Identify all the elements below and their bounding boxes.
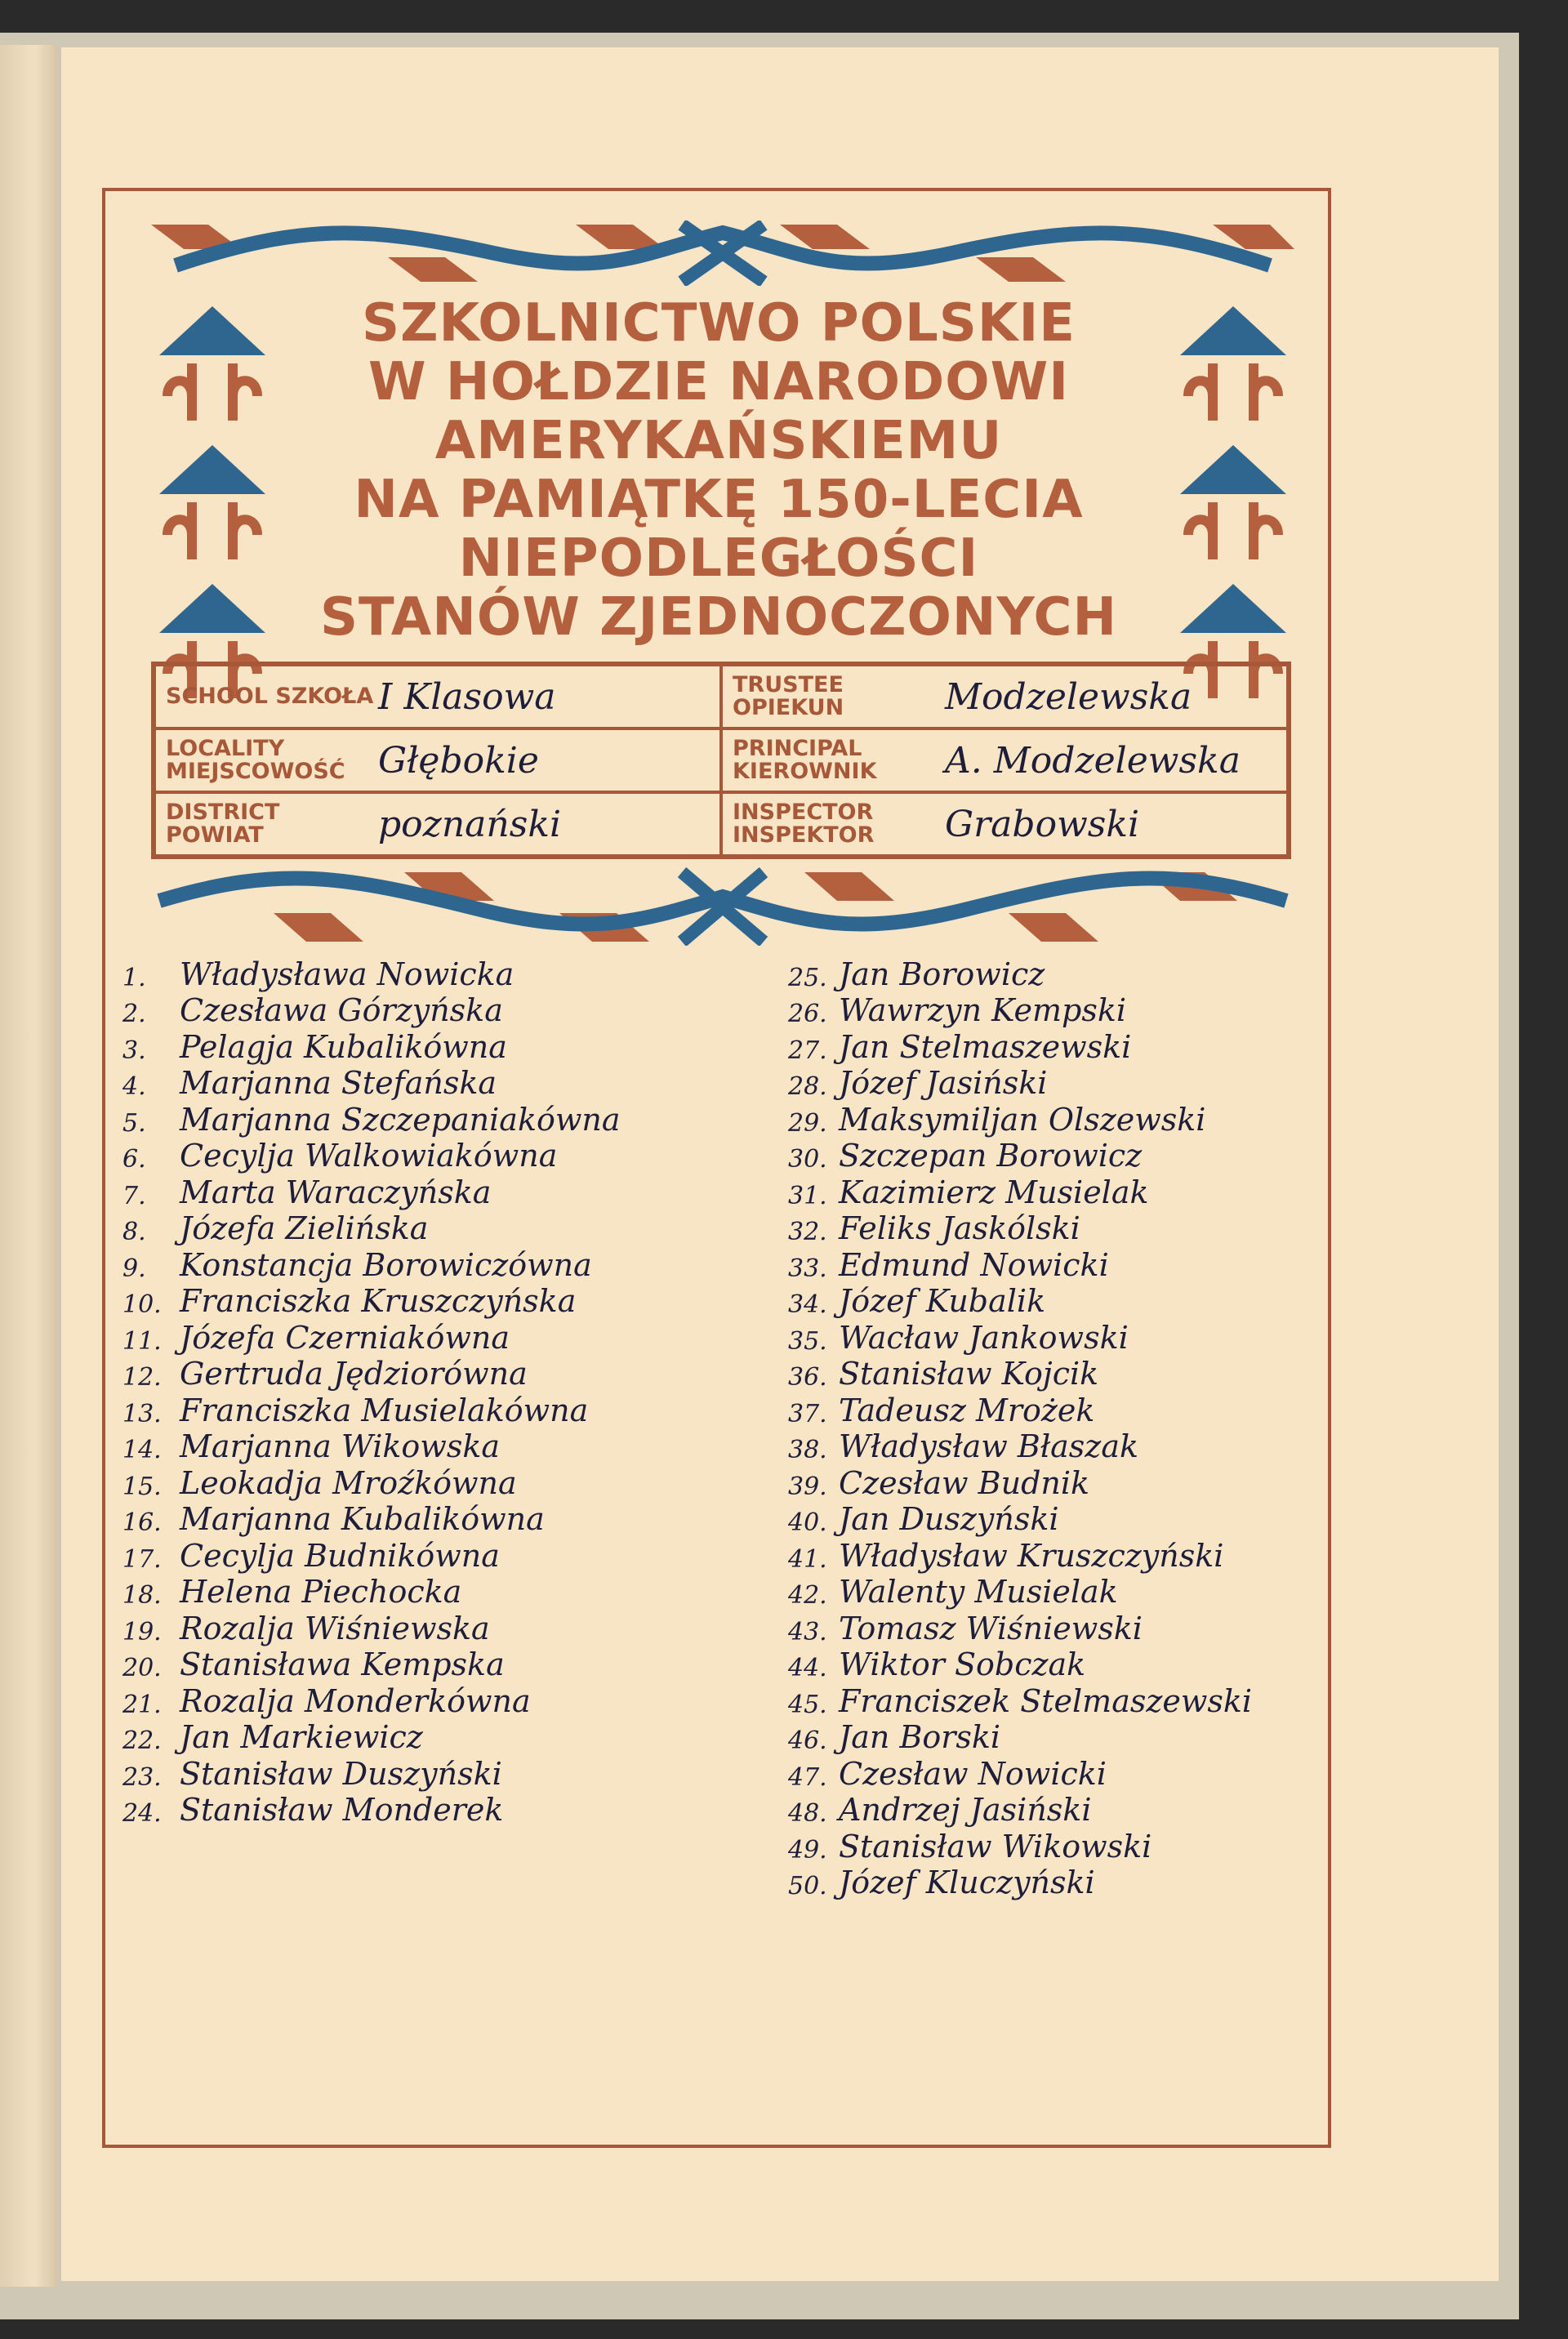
principal-cell — [721, 728, 1288, 792]
pupil-name: Marjanna Wikowska — [180, 1428, 501, 1464]
list-item — [788, 1028, 1360, 1065]
list-number: 4. — [122, 1072, 146, 1101]
list-item — [122, 1319, 792, 1356]
list-number: 3. — [122, 1036, 146, 1065]
pupil-name: Józef Kluczyński — [839, 1865, 1095, 1900]
list-number: 5. — [122, 1108, 146, 1138]
pupil-name: Franciszka Musielakówna — [180, 1392, 589, 1428]
pupil-name: Wawrzyn Kempski — [839, 992, 1127, 1028]
pupil-name: Rozalja Monderkówna — [180, 1682, 531, 1719]
list-item — [122, 1356, 792, 1392]
list-number: 30. — [788, 1145, 827, 1174]
title-line: AMERYKAŃSKIEMU — [434, 411, 1003, 471]
list-item — [122, 1210, 792, 1247]
district-value: poznański — [378, 803, 562, 845]
list-number: 31. — [788, 1181, 827, 1210]
school-value: I Klasowa — [378, 675, 556, 718]
list-number: 26. — [788, 1000, 827, 1028]
list-number: 33. — [788, 1254, 827, 1283]
list-number: 6. — [122, 1145, 146, 1174]
list-number: 10. — [122, 1290, 162, 1319]
list-item — [122, 1065, 792, 1102]
list-item — [122, 1792, 792, 1829]
list-number: 32. — [788, 1218, 827, 1246]
list-item — [788, 956, 1360, 992]
list-item — [122, 1028, 792, 1065]
list-number: 22. — [122, 1726, 162, 1755]
list-number: 12. — [122, 1363, 162, 1392]
pupil-name: Stanisława Kempska — [180, 1646, 505, 1682]
list-item — [122, 956, 792, 992]
pupil-name: Jan Markiewicz — [180, 1719, 423, 1755]
school-label: SCHOOL SZKOŁA — [166, 684, 374, 709]
list-number: 36. — [788, 1363, 827, 1392]
pupil-name: Stanisław Monderek — [180, 1792, 504, 1828]
list-item — [788, 1792, 1360, 1829]
pupil-name: Maksymiljan Olszewski — [839, 1101, 1206, 1138]
list-number: 14. — [122, 1436, 162, 1464]
locality-cell — [154, 728, 721, 792]
list-item — [788, 1246, 1360, 1283]
pupil-name: Czesława Górzyńska — [180, 992, 503, 1028]
list-number: 37. — [788, 1399, 827, 1428]
pupil-name: Stanisław Duszyński — [180, 1755, 502, 1792]
list-number: 20. — [122, 1654, 162, 1682]
list-item — [788, 1464, 1360, 1501]
list-number: 17. — [122, 1544, 162, 1574]
pupil-name: Władysława Nowicka — [180, 956, 514, 992]
list-item — [788, 1828, 1360, 1865]
list-number: 34. — [788, 1290, 827, 1319]
inspector-value: Grabowski — [945, 803, 1140, 845]
list-item — [788, 1356, 1360, 1392]
list-number: 35. — [788, 1326, 827, 1356]
list-item — [788, 1138, 1360, 1174]
list-item — [788, 1428, 1360, 1465]
list-item — [122, 1101, 792, 1138]
list-item — [788, 992, 1360, 1029]
pupil-list-left — [122, 956, 792, 1828]
ornament-band-bottom — [151, 864, 1294, 946]
list-item — [122, 1501, 792, 1538]
pupil-name: Cecylja Budnikówna — [180, 1537, 500, 1574]
trustee-label: TRUSTEE OPIEKUN — [733, 672, 844, 720]
list-item — [122, 1392, 792, 1428]
pupil-name: Walenty Musielak — [839, 1574, 1118, 1610]
list-number: 41. — [788, 1544, 827, 1574]
title-line: NA PAMIĄTKĘ 150-LECIA — [354, 470, 1084, 530]
list-item — [122, 992, 792, 1029]
pupil-name: Marjanna Szczepaniakówna — [180, 1101, 621, 1138]
list-item — [122, 1537, 792, 1574]
school-info-table — [151, 662, 1291, 859]
title-line: STANÓW ZJEDNOCZONYCH — [319, 587, 1118, 648]
list-item — [788, 1319, 1360, 1356]
district-cell — [154, 792, 721, 856]
pupil-name: Marjanna Kubalikówna — [180, 1501, 545, 1537]
list-item — [122, 1719, 792, 1756]
list-item — [788, 1501, 1360, 1538]
pupil-name: Wacław Jankowski — [839, 1319, 1129, 1356]
list-item — [122, 1138, 792, 1174]
list-item — [122, 1428, 792, 1465]
list-number: 11. — [122, 1326, 162, 1356]
inspector-label: INSPECTOR INSPEKTOR — [733, 800, 875, 848]
pupil-name: Jan Duszyński — [839, 1501, 1059, 1537]
pupil-name: Wiktor Sobczak — [839, 1646, 1086, 1682]
list-number: 46. — [788, 1726, 827, 1755]
inspector-cell — [721, 792, 1288, 856]
list-number: 16. — [122, 1508, 162, 1537]
list-item — [788, 1210, 1360, 1247]
title-line: W HOŁDZIE NARODOWI — [368, 352, 1069, 412]
list-number: 38. — [788, 1436, 827, 1464]
pupil-name: Jan Borowicz — [839, 956, 1045, 992]
principal-label: PRINCIPAL KIEROWNIK — [733, 736, 877, 784]
list-number: 42. — [788, 1581, 827, 1610]
list-item — [122, 1283, 792, 1320]
principal-value: A. Modzelewska — [945, 739, 1241, 782]
pupil-name: Jan Borski — [839, 1719, 1001, 1755]
list-number: 19. — [122, 1617, 162, 1646]
previous-page-edge — [0, 45, 57, 2287]
pupil-name: Stanisław Wikowski — [839, 1828, 1152, 1865]
list-number: 29. — [788, 1108, 827, 1138]
pupil-name: Władysław Kruszczyński — [839, 1537, 1224, 1574]
list-number: 13. — [122, 1399, 162, 1428]
list-item — [788, 1682, 1360, 1719]
list-number: 23. — [122, 1762, 162, 1792]
list-number: 45. — [788, 1690, 827, 1719]
pupil-name: Tomasz Wiśniewski — [839, 1610, 1143, 1646]
list-number: 48. — [788, 1799, 827, 1828]
list-item — [788, 1283, 1360, 1320]
pupil-name: Marta Waraczyńska — [180, 1174, 492, 1210]
list-item — [788, 1719, 1360, 1756]
list-item — [788, 1101, 1360, 1138]
list-item — [788, 1392, 1360, 1428]
locality-value: Głębokie — [378, 739, 539, 782]
list-number: 50. — [788, 1872, 827, 1900]
ornament-side-left — [155, 298, 270, 723]
trustee-cell — [721, 665, 1288, 728]
list-number: 49. — [788, 1835, 827, 1865]
pupil-name: Szczepan Borowicz — [839, 1138, 1143, 1174]
list-item — [122, 1610, 792, 1646]
pupil-name: Helena Piechocka — [180, 1574, 462, 1610]
pupil-name: Józefa Zielińska — [180, 1210, 429, 1246]
title-line: NIEPODLEGŁOŚCI — [458, 528, 979, 589]
list-item — [788, 1537, 1360, 1574]
list-number: 27. — [788, 1036, 827, 1065]
list-item — [122, 1755, 792, 1792]
list-number: 18. — [122, 1581, 162, 1610]
pupil-name: Czesław Budnik — [839, 1464, 1090, 1501]
list-number: 15. — [122, 1472, 162, 1501]
trustee-value: Modzelewska — [945, 675, 1192, 718]
pupil-name: Józef Jasiński — [839, 1065, 1048, 1101]
list-item — [788, 1065, 1360, 1102]
pupil-name: Cecylja Walkowiakówna — [180, 1138, 558, 1174]
list-item — [122, 1246, 792, 1283]
list-number: 8. — [122, 1218, 146, 1246]
pupil-name: Jan Stelmaszewski — [839, 1028, 1132, 1065]
pupil-name: Marjanna Stefańska — [180, 1065, 497, 1101]
list-number: 44. — [788, 1654, 827, 1682]
list-number: 24. — [122, 1799, 162, 1828]
pupil-name: Pelagja Kubalikówna — [180, 1028, 507, 1065]
pupil-name: Edmund Nowicki — [839, 1246, 1109, 1283]
list-number: 25. — [788, 963, 827, 992]
pupil-list-right — [788, 956, 1360, 1900]
pupil-name: Józef Kubalik — [839, 1283, 1046, 1319]
pupil-name: Gertruda Jędziorówna — [180, 1356, 528, 1392]
list-number: 9. — [122, 1254, 146, 1283]
school-cell — [154, 665, 721, 728]
pupil-name: Kazimierz Musielak — [839, 1174, 1149, 1210]
list-number: 1. — [122, 963, 146, 992]
list-item — [122, 1646, 792, 1683]
list-item — [788, 1574, 1360, 1611]
locality-label: LOCALITY MIEJSCOWOŚĆ — [166, 736, 345, 784]
ornament-side-right — [1176, 298, 1290, 723]
pupil-name: Feliks Jaskólski — [839, 1210, 1080, 1246]
list-number: 43. — [788, 1617, 827, 1646]
list-number: 7. — [122, 1181, 146, 1210]
pupil-name: Władysław Błaszak — [839, 1428, 1139, 1464]
pupil-name: Konstancja Borowiczówna — [180, 1246, 592, 1283]
list-number: 47. — [788, 1762, 827, 1792]
pupil-name: Rozalja Wiśniewska — [180, 1610, 490, 1646]
page-title — [270, 294, 1168, 647]
pupil-name: Franciszka Kruszczyńska — [180, 1283, 577, 1319]
list-number: 39. — [788, 1472, 827, 1501]
list-item — [122, 1682, 792, 1719]
list-number: 40. — [788, 1508, 827, 1537]
list-item — [788, 1865, 1360, 1901]
list-item — [122, 1174, 792, 1210]
list-number: 21. — [122, 1690, 162, 1719]
list-item — [122, 1464, 792, 1501]
pupil-name: Andrzej Jasiński — [839, 1792, 1092, 1828]
title-line: SZKOLNICTWO POLSKIE — [362, 293, 1076, 354]
list-item — [788, 1174, 1360, 1210]
pupil-name: Stanisław Kojcik — [839, 1356, 1099, 1392]
district-label: DISTRICT POWIAT — [166, 800, 280, 848]
list-item — [788, 1610, 1360, 1646]
list-item — [788, 1646, 1360, 1683]
pupil-name: Franciszek Stelmaszewski — [839, 1682, 1253, 1719]
list-item — [122, 1574, 792, 1611]
pupil-name: Czesław Nowicki — [839, 1755, 1107, 1792]
ornament-band-top — [151, 221, 1294, 286]
list-item — [788, 1755, 1360, 1792]
pupil-name: Leokadja Mroźkówna — [180, 1464, 517, 1501]
list-number: 28. — [788, 1072, 827, 1101]
list-number: 2. — [122, 1000, 146, 1028]
pupil-name: Tadeusz Mrożek — [839, 1392, 1095, 1428]
pupil-name: Józefa Czerniakówna — [180, 1319, 510, 1356]
